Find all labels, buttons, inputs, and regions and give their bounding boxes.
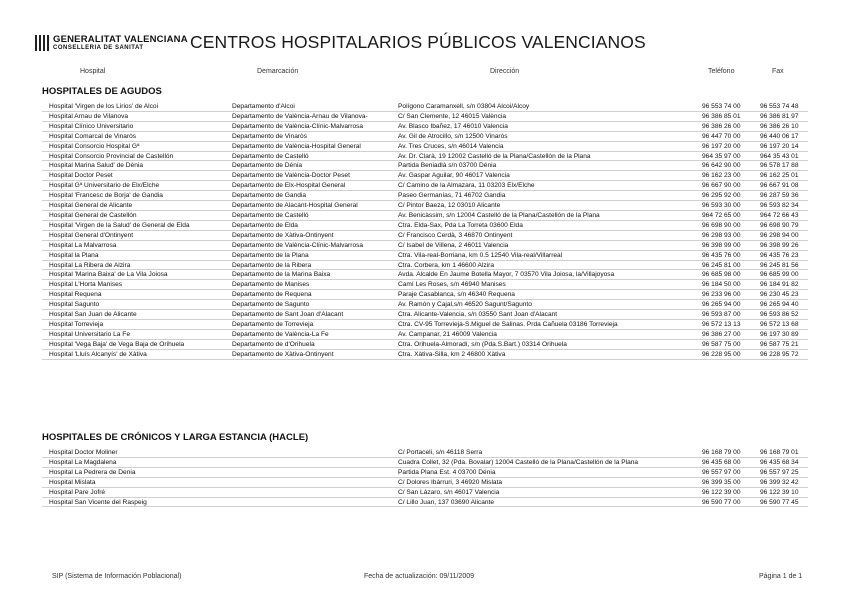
hospital-name: Hospital Consorcio Provincial de Castellón <box>49 152 174 160</box>
hospital-name: Hospital La Magdalena <box>49 458 117 466</box>
table-row <box>42 498 808 508</box>
fax: 96 122 39 10 <box>760 488 799 496</box>
phone: 96 435 76 00 <box>702 251 741 259</box>
phone: 96 386 26 00 <box>702 122 741 130</box>
table-row <box>42 290 808 300</box>
demarcacion: Departamento de Dénia <box>232 162 303 170</box>
fax: 96 230 45 23 <box>760 291 799 299</box>
phone: 96 642 90 00 <box>702 162 741 170</box>
phone: 96 593 30 00 <box>702 202 741 210</box>
demarcacion: Departamento de València-Clínic-Malvarrosa <box>232 241 364 249</box>
column-header-direccion: Dirección <box>490 68 520 75</box>
table-row <box>42 171 808 181</box>
demarcacion: Departamento de Sagunto <box>232 301 310 309</box>
hospital-name: Hospital L'Horta Manises <box>49 281 123 289</box>
fax: 96 593 86 52 <box>760 311 799 319</box>
phone: 964 35 97 00 <box>702 152 741 160</box>
hospital-name: Hospital Gª Universitario de Elx/Elche <box>49 182 160 190</box>
table-row <box>42 280 808 290</box>
fax: 96 590 77 45 <box>760 498 799 506</box>
phone: 96 168 79 00 <box>702 449 741 456</box>
footer-page-number: Página 1 de 1 <box>759 573 803 580</box>
footer-updated: Fecha de actualización: 09/11/2009 <box>364 573 475 580</box>
phone: 96 386 85 01 <box>702 112 741 120</box>
demarcacion: Departamento de Elda <box>232 221 298 229</box>
hospital-name: Hospital Doctor Moliner <box>49 449 118 456</box>
table-row <box>42 161 808 171</box>
address: C/ Pintor Baeza, 12 03010 Alicante <box>398 202 501 210</box>
table-row <box>42 300 808 310</box>
demarcacion: Departamento de d'Orihuela <box>232 340 315 348</box>
logo-line-1: GENERALITAT VALENCIANA <box>53 34 188 45</box>
phone: 96 197 20 00 <box>702 142 741 150</box>
demarcacion: Departamento de València-Clínic-Malvarrosa <box>232 122 364 130</box>
fax: 96 386 26 10 <box>760 122 799 130</box>
phone: 96 399 35 00 <box>702 478 741 486</box>
hospital-name: Hospital Arnau de Vilanova <box>49 112 129 120</box>
demarcacion: Departamento de Sant Joan d'Alacant <box>232 311 344 319</box>
hospital-name: Hospital General de Alicante <box>49 202 133 210</box>
demarcacion: Departamento de la Plana <box>232 251 309 259</box>
demarcacion: Departamento de Alacant-Hospital General <box>232 202 358 210</box>
section-title-hacle: HOSPITALES DE CRÓNICOS Y LARGA ESTANCIA (HACLE) <box>42 432 309 443</box>
fax: 96 593 82 34 <box>760 202 799 210</box>
table-row <box>42 191 808 201</box>
fax: 96 685 99 00 <box>760 271 799 279</box>
phone: 96 590 77 00 <box>702 498 741 506</box>
demarcacion: Departamento de Castelló <box>232 211 309 219</box>
table-row <box>42 251 808 261</box>
address: Ctra. CV-95 Torrevieja-S.Miguel de Salinas. Prda Cañuela 03186 Torrevieja <box>398 320 618 328</box>
fax: 96 435 76 23 <box>760 251 799 259</box>
fax: 96 287 59 36 <box>760 192 799 200</box>
fax: 96 386 81 97 <box>760 112 799 120</box>
fax: 96 667 91 08 <box>760 182 799 190</box>
hospital-name: Hospital Marina Salud' de Dénia <box>49 162 143 170</box>
demarcacion: Departamento de Vinaròs <box>232 132 308 140</box>
phone: 96 698 90 00 <box>702 221 741 229</box>
phone: 96 245 81 00 <box>702 261 741 269</box>
phone: 96 162 23 00 <box>702 172 741 180</box>
fax: 96 168 79 01 <box>760 449 799 456</box>
table-row <box>42 270 808 280</box>
phone: 96 184 50 00 <box>702 281 741 289</box>
hospital-name: Hospital Torrevieja <box>49 320 104 328</box>
fax: 96 298 94 00 <box>760 231 799 239</box>
hospital-name: Hospital San Juan de Alicante <box>49 311 137 319</box>
table-row <box>42 221 808 231</box>
column-header-telefono: Teléfono <box>708 68 735 75</box>
demarcacion: Departamento de Xàtiva-Ontinyent <box>232 350 334 358</box>
table-hacle <box>42 448 808 507</box>
phone: 96 587 75 00 <box>702 340 741 348</box>
phone: 96 122 39 00 <box>702 488 741 496</box>
phone: 964 72 65 00 <box>702 211 741 219</box>
table-row <box>42 330 808 340</box>
hospital-name: Hospital San Vicente del Raspeig <box>49 498 147 506</box>
table-row <box>42 241 808 251</box>
address: Ctra. Orihuela-Almoradí, s/n (Pda.S.Bart.) 03314 Orihuela <box>398 340 567 348</box>
fax: 964 72 66 43 <box>760 211 799 219</box>
address: Av. Blasco Ibañez, 17 46010 Valencia <box>398 122 508 130</box>
table-row <box>42 152 808 162</box>
address: C/ Camino de la Almazara, 11 03203 Elx/Elche <box>398 182 535 190</box>
table-row <box>42 122 808 132</box>
fax: 96 557 97 25 <box>760 468 799 476</box>
phone: 96 447 70 00 <box>702 132 741 140</box>
section-title-agudos: HOSPITALES DE AGUDOS <box>42 86 162 97</box>
address: Paseo Germanías, 71 46702 Gandia <box>398 192 506 200</box>
address: C/ Dolores Ibárruri, 3 46920 Mislata <box>398 478 503 486</box>
hospital-name: Hospital Clínico Universitario <box>49 122 134 130</box>
demarcacion: Departamento de la Ribera <box>232 261 312 269</box>
demarcacion: Departamento de València-Hospital General <box>232 142 361 150</box>
table-row <box>42 142 808 152</box>
phone: 96 298 93 00 <box>702 231 741 239</box>
logo-line-2: CONSELLERIA DE SANITAT <box>53 45 144 51</box>
demarcacion: Departamento de la Marina Baixa <box>232 271 331 279</box>
phone: 96 593 87 00 <box>702 311 741 319</box>
hospital-name: Hospital 'Lluís Alcanyís' de Xàtiva <box>49 350 147 358</box>
page-title: CENTROS HOSPITALARIOS PÚBLICOS VALENCIANOS <box>190 32 646 52</box>
address: C/ Isabel de Villena, 2 46011 Valencia <box>398 241 509 249</box>
demarcacion: Departamento de València-Doctor Peset <box>232 172 350 180</box>
table-row <box>42 102 808 112</box>
fax: 96 197 30 89 <box>760 330 799 338</box>
address: Camí Les Roses, s/n 46940 Manises <box>398 281 506 289</box>
address: Av. Benicàssim, s/n 12004 Castelló de la Plana/Castellón de la Plana <box>398 211 600 219</box>
table-row <box>42 468 808 478</box>
table-row <box>42 201 808 211</box>
table-row <box>42 310 808 320</box>
address: C/ Lillo Juan, 137 03690 Alicante <box>398 498 495 506</box>
table-agudos <box>42 102 808 360</box>
address: Cuadra Collet, 32 (Pda. Bovalar) 12004 Castelló de la Plana/Castellón de la Plana <box>398 458 639 466</box>
hospital-name: Hospital 'Francesc de Borja' de Gandia <box>49 192 163 200</box>
address: Av. Dr. Clarà, 19 12002 Castelló de la Plana/Castellón de la Plana <box>398 152 591 160</box>
hospital-name: Hospital Mislata <box>49 478 96 486</box>
table-row <box>42 350 808 360</box>
address: Avda. Alcalde En Jaume Botella Mayor, 7 03570 Vila Joiosa, la/Villajoyosa <box>398 271 615 279</box>
table-row <box>42 488 808 498</box>
table-row <box>42 458 808 468</box>
table-row <box>42 448 808 458</box>
demarcacion: Departamento de València-Arnau de Vilanova- <box>232 112 368 120</box>
table-row <box>42 320 808 330</box>
generalitat-logo <box>34 34 188 54</box>
demarcacion: Departamento de València-La Fe <box>232 330 329 338</box>
address: C/ San Lázaro, s/n 46017 Valencia <box>398 488 500 496</box>
hospital-name: Hospital Pare Jofré <box>49 488 106 496</box>
phone: 96 228 95 00 <box>702 350 741 358</box>
phone: 96 386 27 00 <box>702 330 741 338</box>
fax: 96 228 95 72 <box>760 350 799 358</box>
fax: 96 245 81 56 <box>760 261 799 269</box>
phone: 96 572 13 13 <box>702 320 741 328</box>
hospital-name: Hospital 'Virgen de los Lirios' de Alcoi <box>49 103 159 110</box>
fax: 96 184 91 82 <box>760 281 799 289</box>
phone: 96 265 94 00 <box>702 301 741 309</box>
demarcacion: Departamento de Elx-Hospital General <box>232 182 346 190</box>
phone: 96 295 92 00 <box>702 192 741 200</box>
hospital-name: Hospital La Ribera de Alzira <box>49 261 131 269</box>
phone: 96 233 96 00 <box>702 291 741 299</box>
phone: 96 667 90 00 <box>702 182 741 190</box>
fax: 96 265 94 40 <box>760 301 799 309</box>
demarcacion: Departamento de Gandia <box>232 192 307 200</box>
phone: 96 685 98 00 <box>702 271 741 279</box>
address: Ctra. Corbera, km 1 46600 Alzira <box>398 261 495 269</box>
address: Partida Beniadlà s/n 03700 Dénia <box>398 162 497 170</box>
address: Av. Campanar, 21 46009 Valencia <box>398 330 497 338</box>
address: Ctra. Vila-real-Borriana, km 0.5 12540 Vila-real/Villarreal <box>398 251 563 259</box>
hospital-name: Hospital La Malvarrosa <box>49 241 117 249</box>
fax: 96 197 20 14 <box>760 142 799 150</box>
address: C/ Portaceli, s/n 46118 Serra <box>398 449 483 456</box>
phone: 96 557 97 00 <box>702 468 741 476</box>
table-row <box>42 261 808 271</box>
address: Av. Gaspar Aguilar, 90 46017 Valencia <box>398 172 510 180</box>
demarcacion: Departamento d'Alcoi <box>232 103 295 110</box>
fax: 96 398 99 26 <box>760 241 799 249</box>
table-row <box>42 478 808 488</box>
fax: 96 698 90 79 <box>760 221 799 229</box>
table-row <box>42 231 808 241</box>
hospital-name: Hospital General d'Ontinyent <box>49 231 134 239</box>
hospital-name: Hospital Doctor Peset <box>49 172 113 180</box>
hospital-name: Hospital 'Virgen de la Salud' de General de Elda <box>49 221 190 229</box>
table-row <box>42 181 808 191</box>
fax: 96 399 32 42 <box>760 478 799 486</box>
address: Ctra. Xàtiva-Silla, km 2 46800 Xàtiva <box>398 350 506 358</box>
table-row <box>42 340 808 350</box>
footer-source: SIP (Sistema de Información Poblacional) <box>52 573 182 580</box>
hospital-name: Hospital Consorcio Hospital Gª <box>49 142 140 150</box>
address: Ctra. Alicante-Valencia, s/n 03550 Sant Joan d'Alacant <box>398 311 558 319</box>
fax: 96 162 25 01 <box>760 172 799 180</box>
fax: 96 440 06 17 <box>760 132 799 140</box>
coat-of-arms-icon <box>34 34 50 52</box>
hospital-name: Hospital 'Marina Baixa' de La Vila Joiosa <box>49 271 168 279</box>
table-row <box>42 132 808 142</box>
phone: 96 553 74 00 <box>702 103 741 110</box>
hospital-name: Hospital Comarcal de Vinaròs <box>49 132 137 140</box>
fax: 96 553 74 48 <box>760 103 799 110</box>
table-row <box>42 112 808 122</box>
demarcacion: Departamento de Xàtiva-Ontinyent <box>232 231 334 239</box>
address: Partida Plana Est. 4 03700 Dénia <box>398 468 496 476</box>
hospital-name: Hospital La Pedrera de Denia <box>49 468 136 476</box>
hospital-name: Hospital 'Vega Baja' de Vega Baja de Orihuela <box>49 340 185 348</box>
address: Av. Gil de Atrocillo, s/n 12500 Vinaròs <box>398 132 508 140</box>
fax: 96 587 75 21 <box>760 340 799 348</box>
column-header-demarcacion: Demarcación <box>257 68 299 75</box>
address: Ctra. Elda-Sax, Pda La Torreta 03600 Elda <box>398 221 523 229</box>
phone: 96 435 68 00 <box>702 458 741 466</box>
fax: 96 572 13 68 <box>760 320 799 328</box>
phone: 96 398 99 00 <box>702 241 741 249</box>
hospital-name: Hospital General de Castellón <box>49 211 137 219</box>
address: Av. Tres Cruces, s/n 46014 Valencia <box>398 142 504 150</box>
column-header-fax: Fax <box>772 68 784 75</box>
hospital-name: Hospital la Plana <box>49 251 99 259</box>
table-row <box>42 211 808 221</box>
fax: 96 578 17 88 <box>760 162 799 170</box>
hospital-name: Hospital Requena <box>49 291 102 299</box>
address: Polígono Caramanxell, s/n 03804 Alcoi/Alcoy <box>398 103 530 110</box>
demarcacion: Departamento de Manises <box>232 281 310 289</box>
address: Av. Ramón y Cajal,s/n 46520 Sagunt/Sagunto <box>398 301 532 309</box>
hospital-name: Hospital Universitario La Fe <box>49 330 130 338</box>
hospital-name: Hospital Sagunto <box>49 301 100 309</box>
fax: 964 35 43 01 <box>760 152 799 160</box>
address: C/ Francisco Cerdà, 3 46870 Ontinyent <box>398 231 513 239</box>
demarcacion: Departamento de Torrevieja <box>232 320 314 328</box>
fax: 96 435 68 34 <box>760 458 799 466</box>
address: C/ San Clemente, 12 46015 València <box>398 112 507 120</box>
column-header-hospital: Hospital <box>80 68 106 75</box>
demarcacion: Departamento de Requena <box>232 291 312 299</box>
demarcacion: Departamento de Castelló <box>232 152 309 160</box>
address: Paraje Casablanca, s/n 46340 Requena <box>398 291 515 299</box>
